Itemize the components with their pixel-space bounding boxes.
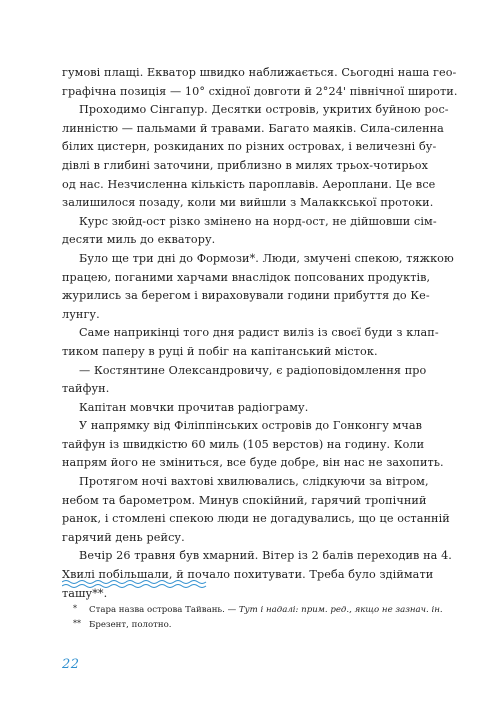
- footnote-mark: **: [73, 619, 81, 628]
- paragraph-line: гумові плащі. Екватор швидко наближається. Сьогодні наша гео-: [62, 66, 457, 79]
- paragraph-line: тиком паперу в руці й побіг на капітанський місток.: [62, 344, 378, 358]
- paragraph-line: залишилося позаду, коли ми вийшли з Малаккської протоки.: [62, 196, 434, 210]
- paragraph-line: гарячий день рейсу.: [62, 530, 185, 544]
- paragraph-line: Вечір 26 травня був хмарний. Вітер із 2 балів переходив на 4.: [79, 549, 452, 563]
- paragraph-line: У напрямку від Філіппінських островів до Гонконгу мчав: [79, 419, 423, 433]
- paragraph-line: лунгу.: [62, 307, 100, 321]
- page-number: 22: [62, 657, 80, 672]
- paragraph-line: Протягом ночі вахтові хвилювались, слідкуючи за вітром,: [79, 475, 429, 489]
- paragraph-line: линністю — пальмами й травами. Багато маяків. Сила-силенна: [62, 121, 444, 135]
- footnote-text: Брезент, полотно.: [89, 620, 172, 630]
- paragraph-line: ташу**.: [62, 586, 108, 600]
- paragraph-line: тайфун із швидкістю 60 миль (105 верстов) на годину. Коли: [62, 437, 425, 451]
- paragraph-line: од нас. Незчисленна кількість пароплавів. Аероплани. Це все: [62, 177, 436, 191]
- body-text: [62, 64, 458, 603]
- footnote: [62, 603, 443, 618]
- paragraph-line: білих цистерн, розкиданих по різних островах, і величезні бу-: [62, 140, 437, 154]
- paragraph-line: працею, поганими харчами внаслідок попсованих продуктів,: [62, 270, 431, 284]
- paragraph-line: напрям його не зміниться, все буде добре, він нас не захопить.: [62, 456, 444, 470]
- paragraph-line: ранок, і стомлені спекою люди не догадувались, що це останній: [62, 512, 450, 526]
- paragraph-line: Капітан мовчки прочитав радіограму.: [79, 400, 309, 414]
- paragraph-line: десяти миль до екватору.: [62, 233, 216, 247]
- footnote-editor-note: Тут і надалі: прим. ред., якщо не зазнач. ін.: [238, 605, 443, 615]
- wave-divider: [62, 578, 212, 590]
- paragraph-line: — Костянтине Олександровичу, є радіоповідомлення про: [79, 363, 427, 377]
- paragraph-line: журились за берегом і вираховували години прибуття до Ке-: [62, 289, 430, 303]
- footnote: [62, 618, 422, 633]
- paragraph-line: небом та барометром. Минув спокійний, гарячий тропічний: [62, 493, 427, 507]
- footnote-text: Стара назва острова Тайвань. —: [89, 605, 239, 615]
- paragraph-line: тайфун.: [62, 382, 110, 396]
- footnotes: [62, 603, 443, 633]
- paragraph-line: графічна позиція — 10° східної довготи й 2°24' північної широти.: [62, 84, 458, 98]
- paragraph-line: дівлі в глибині заточини, приблизно в милях трьох-чотирьох: [62, 158, 429, 172]
- paragraph-line: Саме наприкінці того дня радист виліз із своєї буди з клап-: [79, 326, 439, 340]
- paragraph-line: Було ще три дні до Формози*. Люди, змучені спекою, тяжкою: [79, 251, 454, 265]
- footnote-mark: *: [73, 604, 77, 613]
- paragraph-line: Проходимо Сінгапур. Десятки островів, укритих буйною рос-: [79, 103, 449, 117]
- paragraph-line: Курс зюйд-ост різко змінено на норд-ост, не дійшовши сім-: [79, 214, 437, 228]
- paragraph-line: Хвилі побільшали, й почало похитувати. Треба було здіймати: [62, 568, 434, 582]
